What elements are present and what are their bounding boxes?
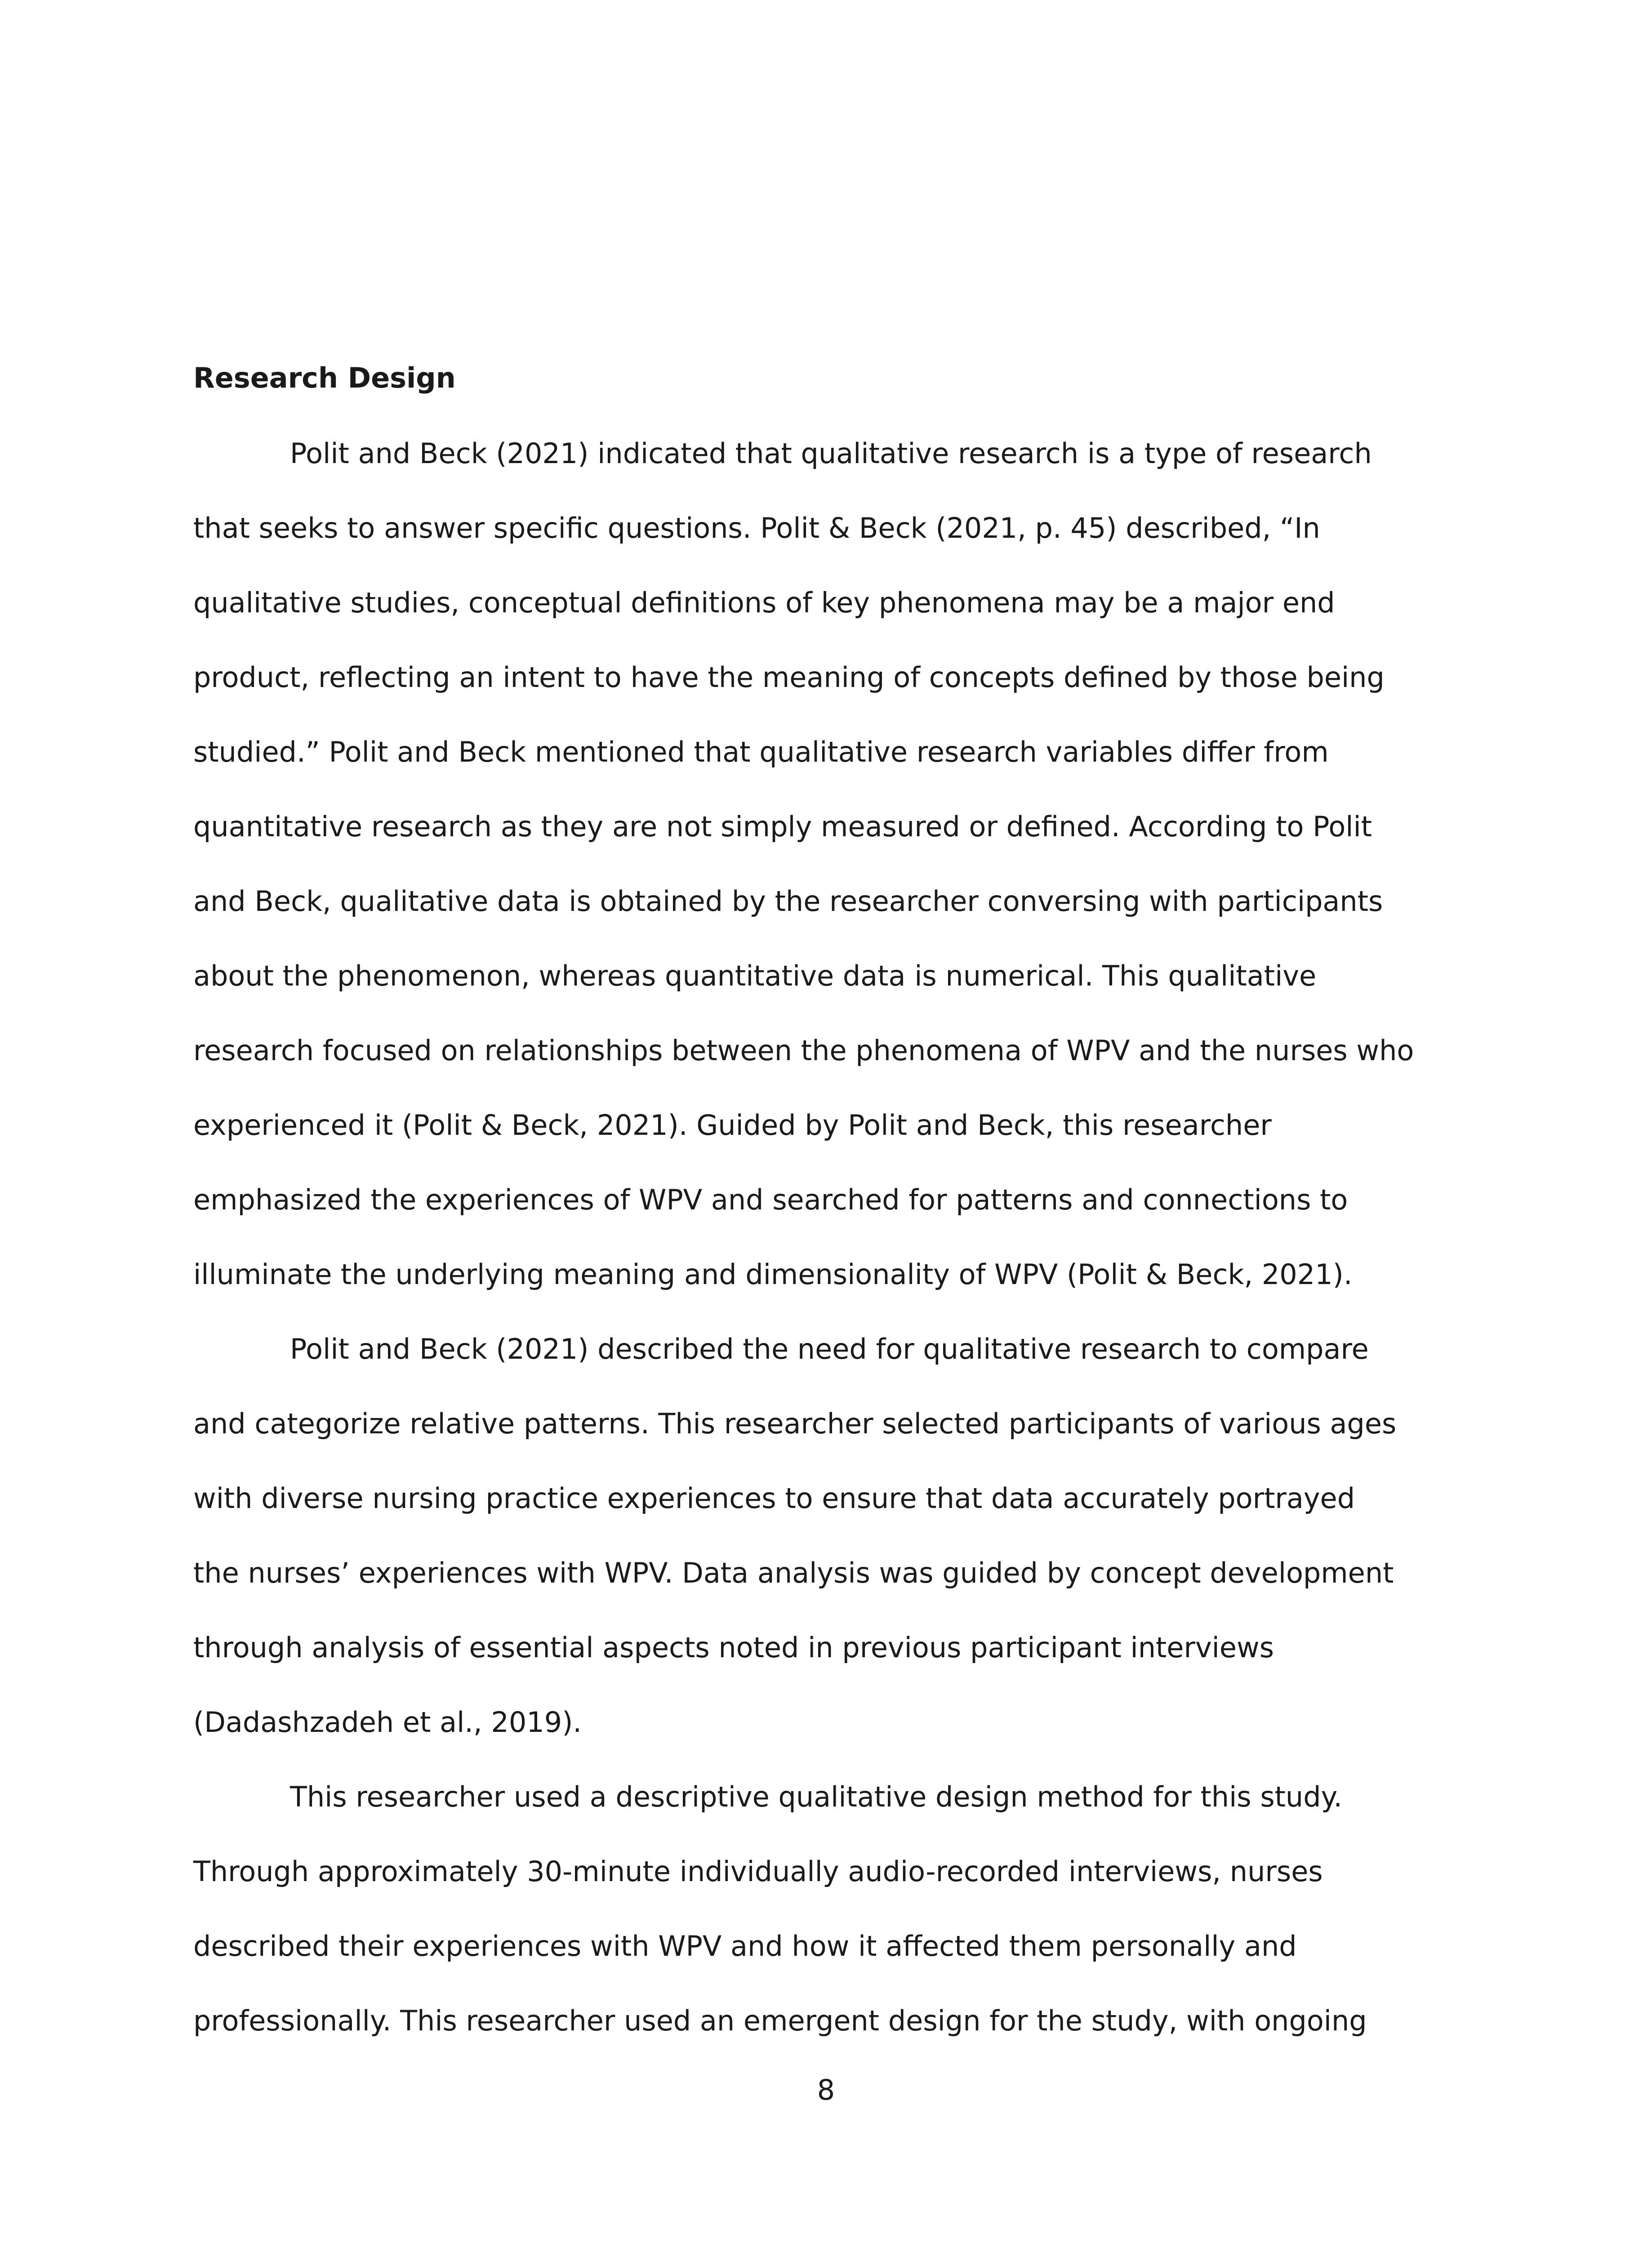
text-line: emphasized the experiences of WPV and searched for patterns and connections to <box>193 1183 1348 1216</box>
text-line: professionally. This researcher used an emergent design for the study, with ongoing <box>193 2004 1367 2037</box>
text-line: described their experiences with WPV and how it affected them personally and <box>193 1930 1297 1963</box>
text-line: experienced it (Polit & Beck, 2021). Guided by Polit and Beck, this researcher <box>193 1109 1272 1142</box>
page-number: 8 <box>817 2074 835 2106</box>
text-line: qualitative studies, conceptual definitions of key phenomena may be a major end <box>193 586 1335 619</box>
text-line: and Beck, qualitative data is obtained by the researcher conversing with participants <box>193 885 1383 918</box>
text-line: and categorize relative patterns. This researcher selected participants of various ages <box>193 1407 1397 1440</box>
text-line: product, reflecting an intent to have the meaning of concepts defined by those being <box>193 661 1385 694</box>
text-line: Polit and Beck (2021) described the need for qualitative research to compare <box>290 1333 1369 1365</box>
text-line: This researcher used a descriptive qualitative design method for this study. <box>290 1780 1343 1813</box>
section-heading: Research Design <box>193 361 456 394</box>
text-line: through analysis of essential aspects noted in previous participant interviews <box>193 1631 1274 1664</box>
text-line: quantitative research as they are not simply measured or defined. According to Polit <box>193 810 1372 843</box>
text-line: with diverse nursing practice experiences to ensure that data accurately portrayed <box>193 1482 1355 1515</box>
text-line: that seeks to answer specific questions. Polit & Beck (2021, p. 45) described, “In <box>193 512 1320 544</box>
text-line: (Dadashzadeh et al., 2019). <box>193 1706 582 1739</box>
text-line: research focused on relationships between the phenomena of WPV and the nurses who <box>193 1034 1414 1067</box>
text-line: illuminate the underlying meaning and dimensionality of WPV (Polit & Beck, 2021). <box>193 1258 1353 1291</box>
text-line: studied.” Polit and Beck mentioned that qualitative research variables differ from <box>193 736 1329 768</box>
text-line: Through approximately 30-minute individually audio-recorded interviews, nurses <box>193 1855 1323 1888</box>
text-line: the nurses’ experiences with WPV. Data analysis was guided by concept development <box>193 1557 1394 1589</box>
text-line: Polit and Beck (2021) indicated that qualitative research is a type of research <box>290 437 1372 470</box>
text-line: about the phenomenon, whereas quantitative data is numerical. This qualitative <box>193 959 1317 992</box>
